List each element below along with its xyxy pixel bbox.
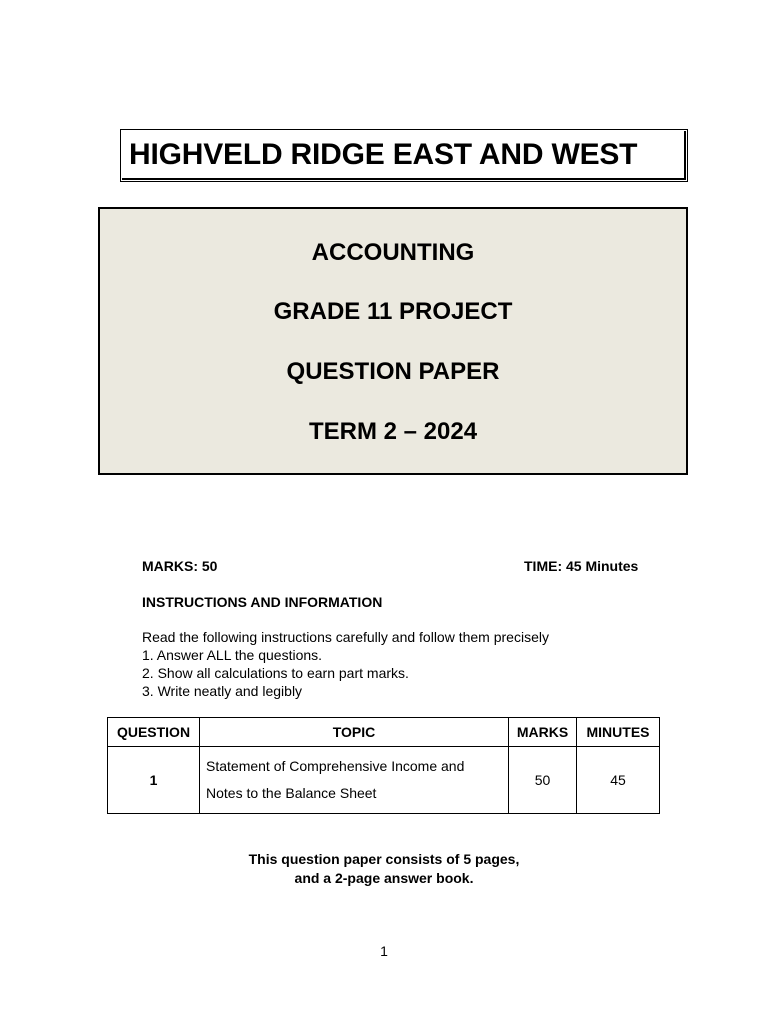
region-title-box bbox=[120, 129, 688, 182]
header-marks: MARKS bbox=[509, 718, 577, 747]
instruction-item: 2. Show all calculations to earn part marks. bbox=[142, 665, 409, 681]
instruction-item: 3. Write neatly and legibly bbox=[142, 683, 303, 699]
question-table bbox=[107, 717, 660, 814]
cover-box bbox=[98, 207, 688, 475]
cell-minutes: 45 bbox=[577, 747, 660, 814]
cell-marks: 50 bbox=[509, 747, 577, 814]
marks-label: MARKS: 50 bbox=[142, 558, 218, 574]
header-topic: TOPIC bbox=[200, 718, 509, 747]
table-row bbox=[108, 747, 660, 814]
table-header-row bbox=[108, 718, 660, 747]
answer-book-line: and a 2-page answer book. bbox=[294, 870, 474, 886]
grade-title: GRADE 11 PROJECT bbox=[273, 298, 513, 325]
cell-question: 1 bbox=[108, 747, 200, 814]
page-count-line: This question paper consists of 5 pages, bbox=[248, 851, 520, 867]
header-question: QUESTION bbox=[108, 718, 200, 747]
instruction-item: 1. Answer ALL the questions. bbox=[142, 647, 323, 663]
page-count-note bbox=[0, 850, 768, 888]
term-title: TERM 2 – 2024 bbox=[308, 418, 478, 445]
paper-title: QUESTION PAPER bbox=[286, 358, 500, 385]
page-number: 1 bbox=[380, 943, 388, 959]
topic-line: Notes to the Balance Sheet bbox=[206, 785, 377, 801]
topic-line: Statement of Comprehensive Income and bbox=[206, 758, 465, 774]
time-label: TIME: 45 Minutes bbox=[524, 558, 639, 574]
header-minutes: MINUTES bbox=[577, 718, 660, 747]
subject-title: ACCOUNTING bbox=[311, 239, 475, 266]
instructions-heading: INSTRUCTIONS AND INFORMATION bbox=[142, 594, 383, 610]
cell-topic bbox=[200, 747, 509, 814]
region-title: HIGHVELD RIDGE EAST AND WEST bbox=[129, 138, 638, 171]
instructions-intro: Read the following instructions carefully and follow them precisely bbox=[142, 629, 549, 645]
